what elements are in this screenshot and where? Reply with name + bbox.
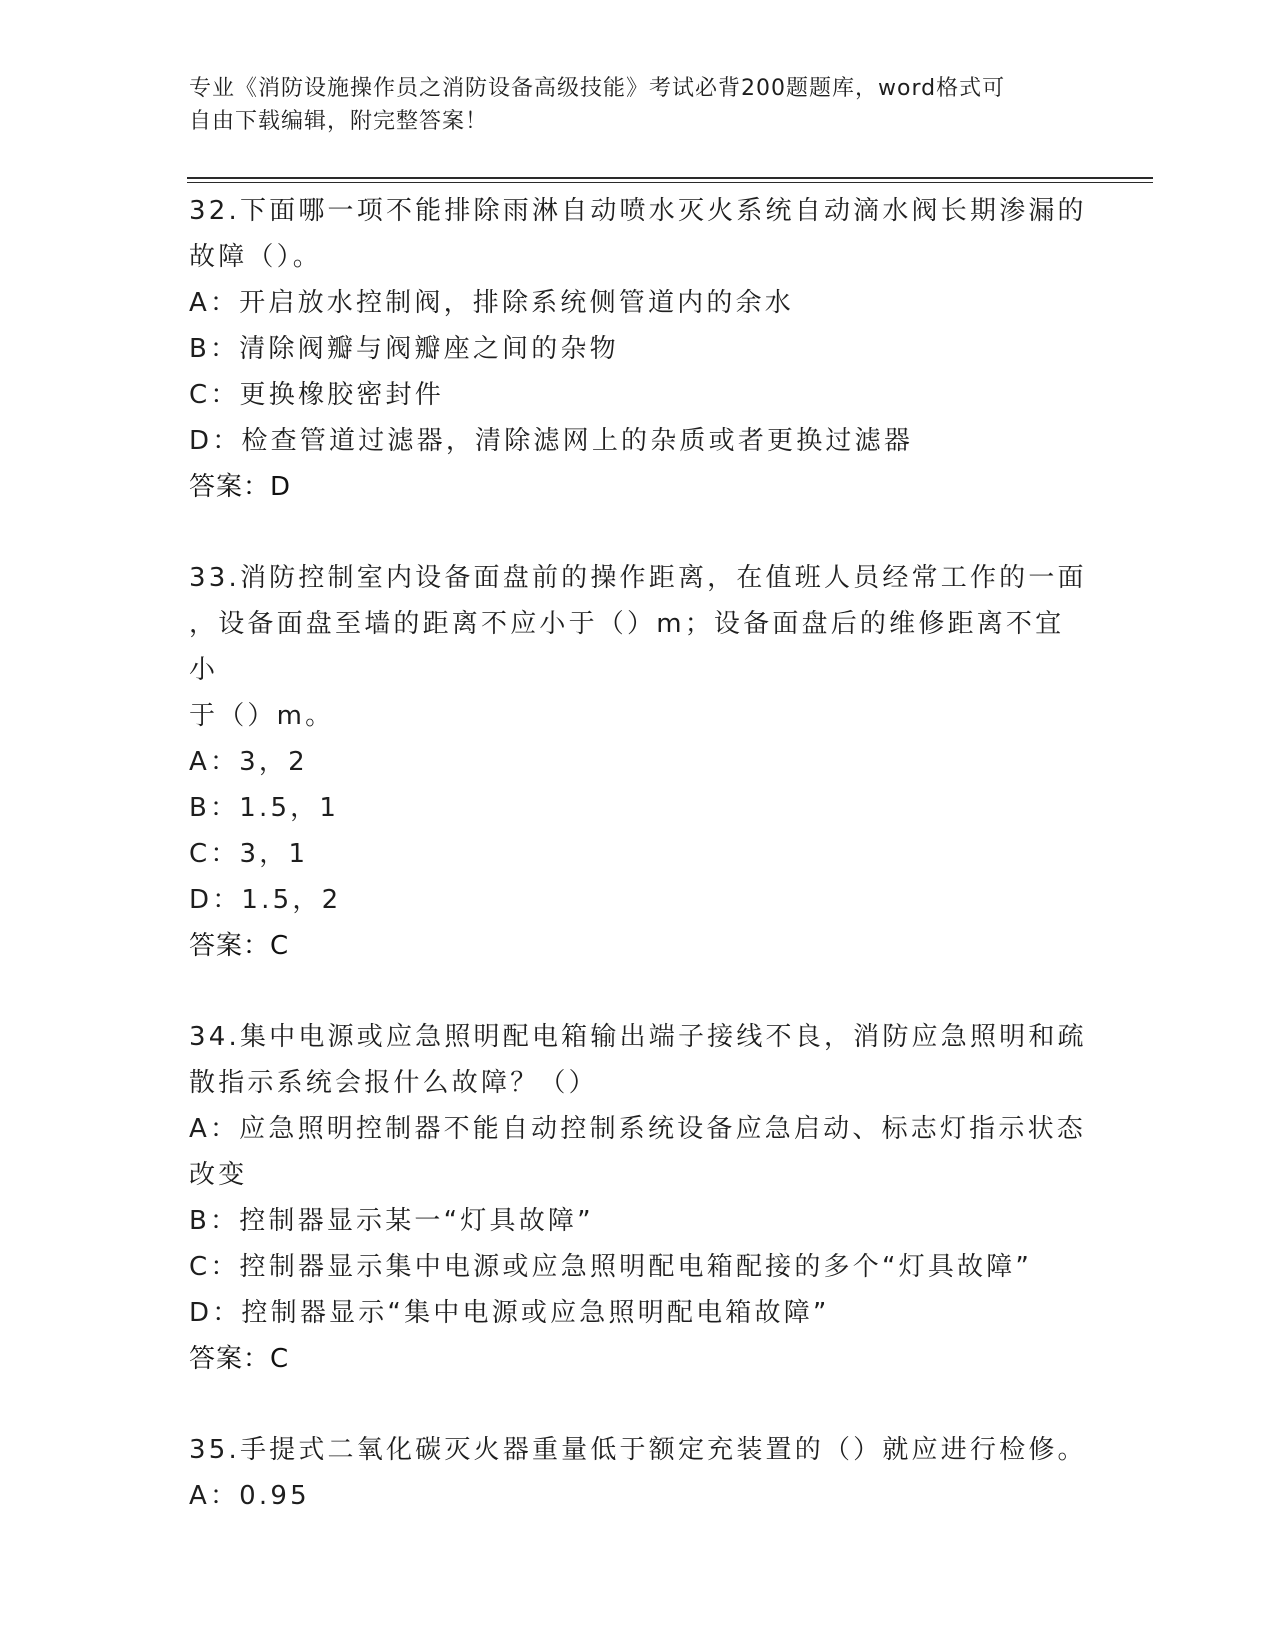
- option-b: B：1.5，1: [189, 793, 340, 823]
- question-33: [189, 555, 1089, 969]
- question-spacer: [189, 510, 1089, 555]
- option-d: D：控制器显示“集中电源或应急照明配电箱故障”: [189, 1298, 830, 1328]
- question-stem-line: 35.手提式二氧化碳灭火器重量低于额定充装置的（）就应进行检修。: [189, 1435, 1087, 1465]
- question-stem-line: 散指示系统会报什么故障？（）: [189, 1068, 598, 1098]
- header-line-2: 自由下载编辑，附完整答案！: [189, 109, 489, 134]
- header-line-1: 专业《消防设施操作员之消防设备高级技能》考试必背200题题库，word格式可: [189, 76, 1006, 101]
- question-35: [189, 1427, 1089, 1519]
- question-34: [189, 1014, 1089, 1382]
- option-d: D：1.5，2: [189, 885, 342, 915]
- answer-line: 答案：D: [189, 472, 292, 502]
- question-stem-line: 故障（）。: [189, 242, 323, 272]
- answer-line: 答案：C: [189, 1344, 290, 1374]
- header-rule-thin: [187, 182, 1153, 183]
- document-header: [189, 72, 1089, 138]
- question-spacer: [189, 969, 1089, 1014]
- question-stem-line: 33.消防控制室内设备面盘前的操作距离，在值班人员经常工作的一面: [189, 563, 1087, 593]
- header-rule-thick: [187, 177, 1153, 179]
- question-stem-line: 于（）m。: [189, 701, 335, 731]
- option-c: C：控制器显示集中电源或应急照明配电箱配接的多个“灯具故障”: [189, 1252, 1033, 1282]
- option-c: C：更换橡胶密封件: [189, 380, 444, 410]
- question-stem-line: 32.下面哪一项不能排除雨淋自动喷水灭火系统自动滴水阀长期渗漏的: [189, 196, 1087, 226]
- question-spacer: [189, 1382, 1089, 1427]
- option-b: B：清除阀瓣与阀瓣座之间的杂物: [189, 334, 619, 364]
- option-b: B：控制器显示某一“灯具故障”: [189, 1206, 594, 1236]
- option-a-continuation: 改变: [189, 1160, 248, 1190]
- option-a: A：0.95: [189, 1481, 310, 1511]
- option-a: A：3，2: [189, 747, 308, 777]
- option-a: A：应急照明控制器不能自动控制系统设备应急启动、标志灯指示状态: [189, 1114, 1086, 1144]
- question-stem-line: ，设备面盘至墙的距离不应小于（）m；设备面盘后的维修距离不宜小: [189, 609, 1065, 685]
- question-list: [189, 188, 1089, 1519]
- option-d: D：检查管道过滤器，清除滤网上的杂质或者更换过滤器: [189, 426, 914, 456]
- question-32: [189, 188, 1089, 510]
- answer-line: 答案：C: [189, 931, 290, 961]
- question-stem-line: 34.集中电源或应急照明配电箱输出端子接线不良，消防应急照明和疏: [189, 1022, 1087, 1052]
- option-c: C：3，1: [189, 839, 309, 869]
- option-a: A：开启放水控制阀，排除系统侧管道内的余水: [189, 288, 794, 318]
